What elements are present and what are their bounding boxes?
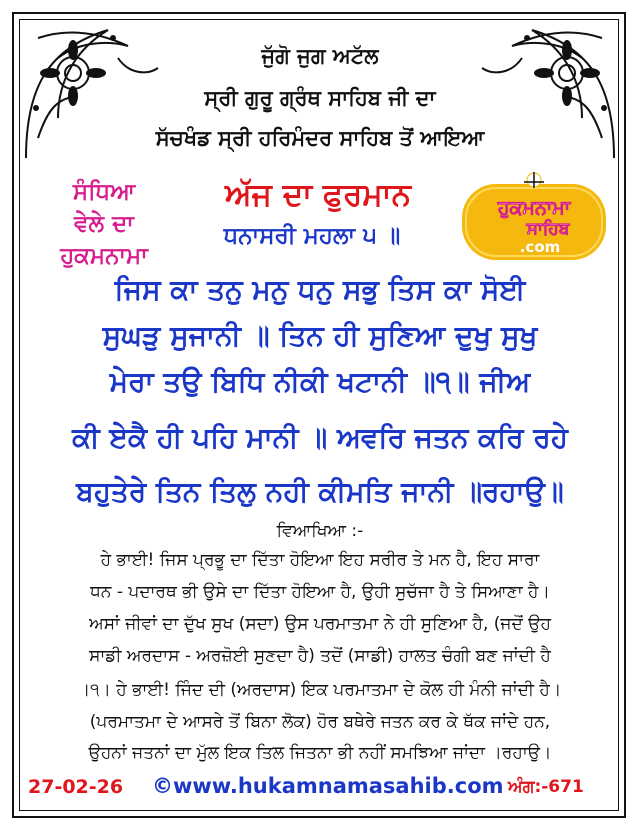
side-title-line-2: ਵੇਲੇ ਦਾ: [74, 211, 134, 237]
sandhya-vele-title: [18, 176, 190, 272]
hukamnama-sahib-logo: [458, 168, 610, 264]
vyakhya-line-3: ਅਸਾਂ ਜੀਵਾਂ ਦਾ ਦੁੱਖ ਸੁਖ (ਸਦਾ) ਉਸ ਪਰਮਾਤਮਾ ਨੇ ਹੀ ਸੁਣਿਆ ਹੈ, (ਜਦੋਂ ਉਹ: [89, 614, 551, 634]
vyakhya-line-1: ਹੇ ਭਾਈ! ਜਿਸ ਪ੍ਰਭੂ ਦਾ ਦਿੱਤਾ ਹੋਇਆ ਇਹ ਸਰੀਰ ਤੇ ਮਨ ਹੈ, ਇਹ ਸਾਰਾ: [100, 550, 540, 570]
gurbani-line-4: ਕੀ ਏਕੈ ਹੀ ਪਹਿ ਮਾਨੀ ॥ ਅਵਰਿ ਜਤਨ ਕਰਿ ਰਹੇ: [72, 421, 568, 454]
badge-line-1: ਹੁਕਮਨਾਮਾ: [497, 197, 571, 219]
vyakhya-line-5: ।੧। ਹੇ ਭਾਈ! ਜਿੰਦ ਦੀ (ਅਰਦਾਸ) ਇਕ ਪਰਮਾਤਮਾ ਦੇ ਕੋਲ ਹੀ ਮੰਨੀ ਜਾਂਦੀ ਹੈ।: [78, 680, 562, 700]
side-title-line-1: ਸੰਧਿਆ: [72, 179, 136, 205]
vyakhya-title: ਵਿਆਖਿਆ :-: [276, 521, 364, 541]
vyakhya-line-2: ਧਨ - ਪਦਾਰਥ ਭੀ ਉਸੇ ਦਾ ਦਿੱਤਾ ਹੋਇਆ ਹੈ, ਉਹੀ ਸੁਚੱਜਾ ਹੈ ਤੇ ਸਿਆਣਾ ਹੈ।: [90, 582, 550, 602]
farman-title: ਅੱਜ ਦਾ ਫੁਰਮਾਨ: [225, 177, 411, 213]
vyakhya-line-6: (ਪਰਮਾਤਮਾ ਦੇ ਆਸਰੇ ਤੋਂ ਬਿਨਾ ਲੋਕ) ਹੋਰ ਬਥੇਰੇ ਜਤਨ ਕਰ ਕੇ ਥੱਕ ਜਾਂਦੇ ਹਨ,: [89, 712, 551, 732]
gurbani-line-5: ਬਹੁਤੇਰੇ ਤਿਨ ਤਿਲੁ ਨਹੀ ਕੀਮਤਿ ਜਾਨੀ ॥ਰਹਾਉ॥: [76, 475, 564, 508]
header-line-2: ਸ੍ਰੀ ਗੁਰੂ ਗ੍ਰੰਥ ਸਾਹਿਬ ਜੀ ਦਾ: [204, 86, 436, 110]
gurbani-line-1: ਜਿਸ ਕਾ ਤਨੁ ਮਨੁ ਧਨੁ ਸਭੁ ਤਿਸ ਕਾ ਸੋਈ: [114, 273, 526, 306]
vyakhya-line-4: ਸਾਡੀ ਅਰਦਾਸ - ਅਰਜ਼ੋਈ ਸੁਣਦਾ ਹੈ) ਤਦੋਂ (ਸਾਡੀ) ਹਾਲਤ ਚੰਗੀ ਬਣ ਜਾਂਦੀ ਹੈ: [89, 646, 551, 666]
vyakhya-line-7: ਉਹਨਾਂ ਜਤਨਾਂ ਦਾ ਮੁੱਲ ਇਕ ਤਿਲ ਜਿਤਨਾ ਭੀ ਨਹੀਂ ਸਮਝਿਆ ਜਾਂਦਾ ।ਰਹਾਉ।: [88, 743, 552, 763]
side-title-line-3: ਹੁਕਮਨਾਮਾ: [60, 243, 148, 269]
header-line-1: ਜੁੱਗੋ ਜੁਗ ਅਟੱਲ: [261, 44, 379, 68]
footer-website-link[interactable]: ©www.hukamnamasahib.com: [152, 774, 504, 798]
footer-ang-number: ਅੰਗ:-671: [508, 777, 584, 797]
badge-line-2: ਸਾਹਿਬ: [526, 219, 570, 239]
badge-line-3: .com: [519, 238, 561, 256]
footer-date: 27-02-26: [28, 776, 124, 798]
raag-heading: ਧਨਾਸਰੀ ਮਹਲਾ ੫ ॥: [223, 223, 401, 249]
header-line-3: ਸੱਚਖੰਡ ਸ੍ਰੀ ਹਰਿਮੰਦਰ ਸਾਹਿਬ ਤੋਂ ਆਇਆ: [155, 126, 485, 150]
gurbani-line-3: ਮੇਰਾ ਤਉ ਬਿਧਿ ਨੀਕੀ ਖਟਾਨੀ ॥੧॥ ਜੀਅ: [109, 365, 531, 398]
gurbani-line-2: ਸੁਘੜੁ ਸੁਜਾਨੀ ॥ ਤਿਨ ਹੀ ਸੁਣਿਆ ਦੁਖੁ ਸੁਖੁ: [102, 319, 538, 352]
